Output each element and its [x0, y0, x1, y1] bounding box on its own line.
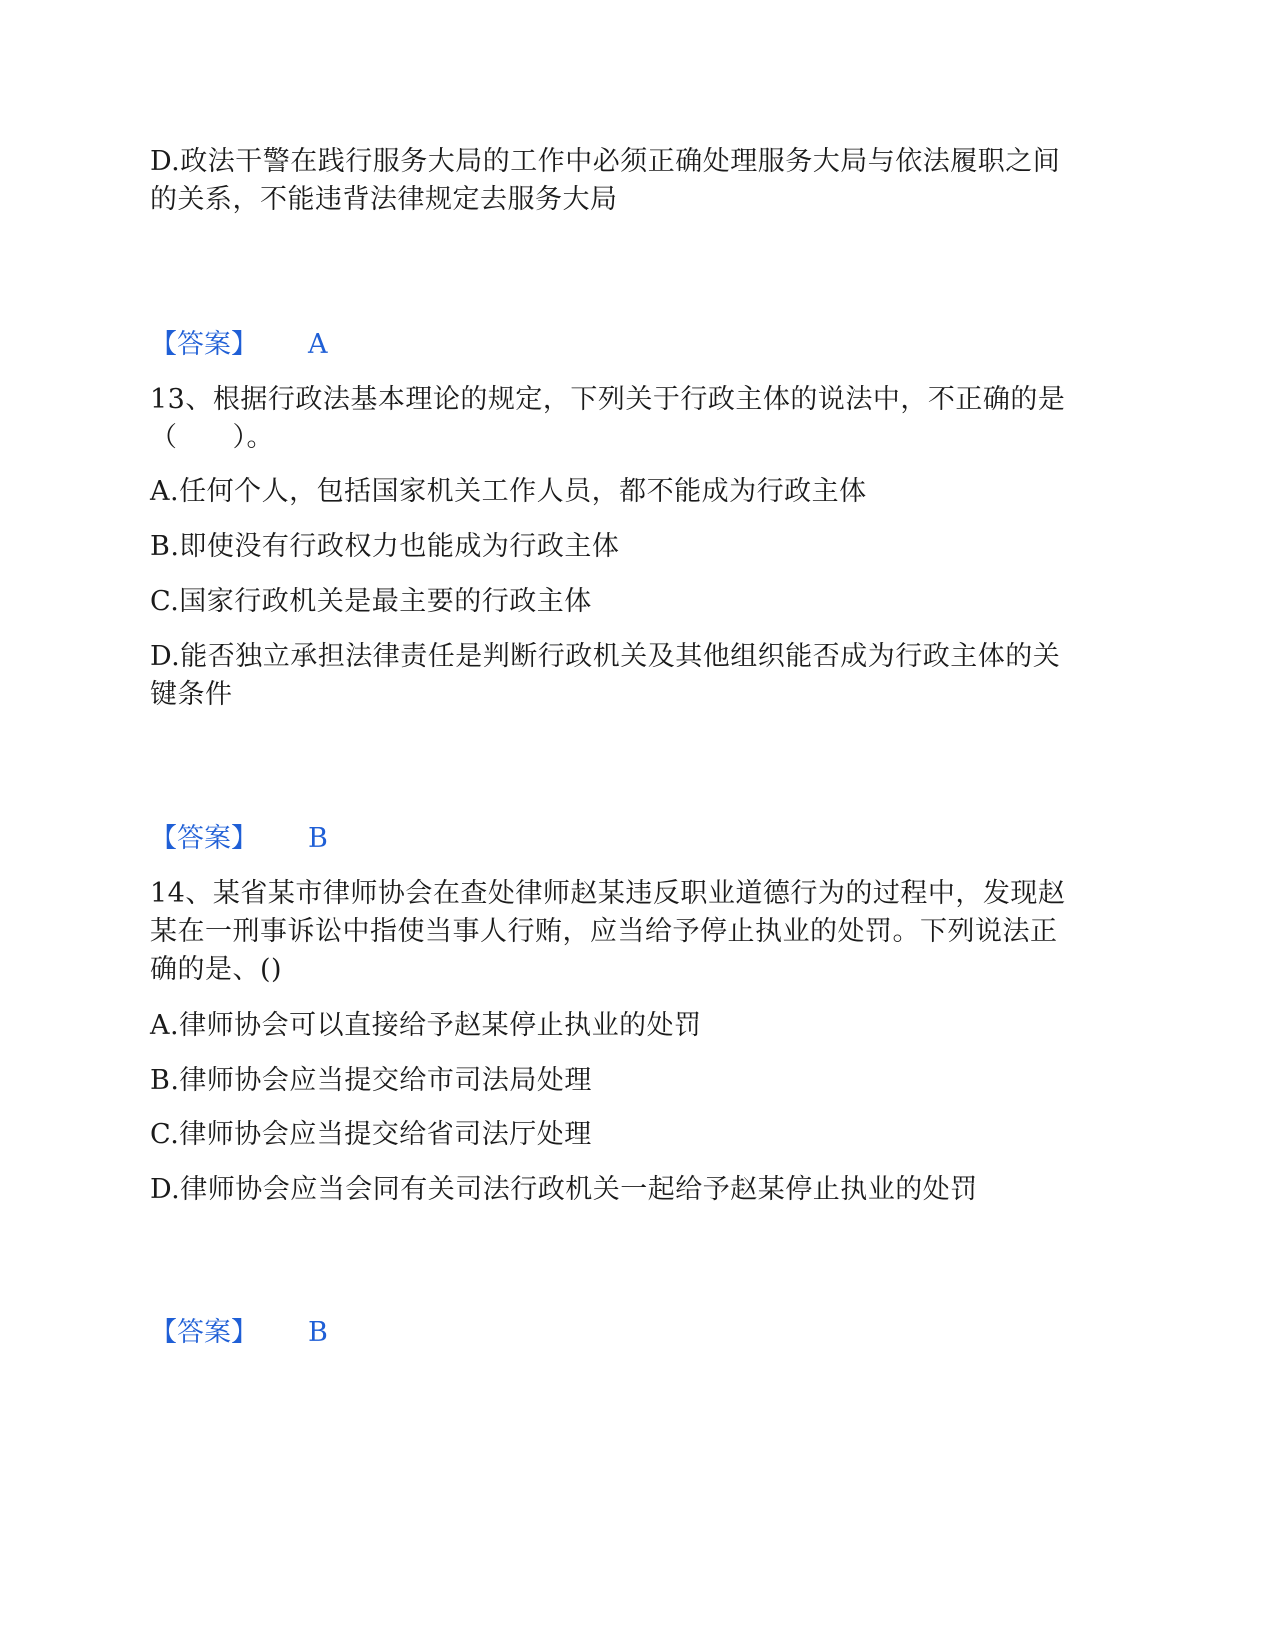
q13-option-d-line2: 键条件 [150, 679, 233, 710]
q13-stem-line2: （ ）。 [150, 422, 274, 453]
q14-stem-line1: 14、某省某市律师协会在查处律师赵某违反职业道德行为的过程中，发现赵 [150, 878, 1066, 909]
q14-option-a: A.律师协会可以直接给予赵某停止执业的处罚 [150, 1010, 702, 1041]
q13-option-d-line1: D.能否独立承担法律责任是判断行政机关及其他组织能否成为行政主体的关 [150, 641, 1061, 672]
answer-label: 【答案】 [150, 329, 258, 360]
q12-answer [150, 325, 328, 365]
answer-label: 【答案】 [150, 823, 258, 854]
q13-option-a: A.任何个人，包括国家机关工作人员，都不能成为行政主体 [150, 476, 867, 507]
q13-stem-line1: 13、根据行政法基本理论的规定，下列关于行政主体的说法中，不正确的是 [150, 384, 1066, 415]
q14-option-b: B.律师协会应当提交给市司法局处理 [150, 1065, 592, 1096]
answer-value: B [308, 823, 328, 854]
q14-stem-line2: 某在一刑事诉讼中指使当事人行贿，应当给予停止执业的处罚。下列说法正 [150, 916, 1058, 947]
q14-stem-line3: 确的是、() [150, 954, 283, 985]
q13-option-c: C.国家行政机关是最主要的行政主体 [150, 586, 592, 617]
q14-answer [150, 1313, 328, 1353]
q14-option-c: C.律师协会应当提交给省司法厅处理 [150, 1119, 592, 1150]
q12-option-d-line1: D.政法干警在践行服务大局的工作中必须正确处理服务大局与依法履职之间 [150, 146, 1061, 177]
q13-option-b: B.即使没有行政权力也能成为行政主体 [150, 531, 620, 562]
q12-option-d-line2: 的关系，不能违背法律规定去服务大局 [150, 184, 618, 215]
q13-answer [150, 819, 328, 859]
answer-value: A [308, 329, 328, 360]
answer-value: B [308, 1317, 328, 1348]
q14-option-d: D.律师协会应当会同有关司法行政机关一起给予赵某停止执业的处罚 [150, 1174, 978, 1205]
answer-label: 【答案】 [150, 1317, 258, 1348]
